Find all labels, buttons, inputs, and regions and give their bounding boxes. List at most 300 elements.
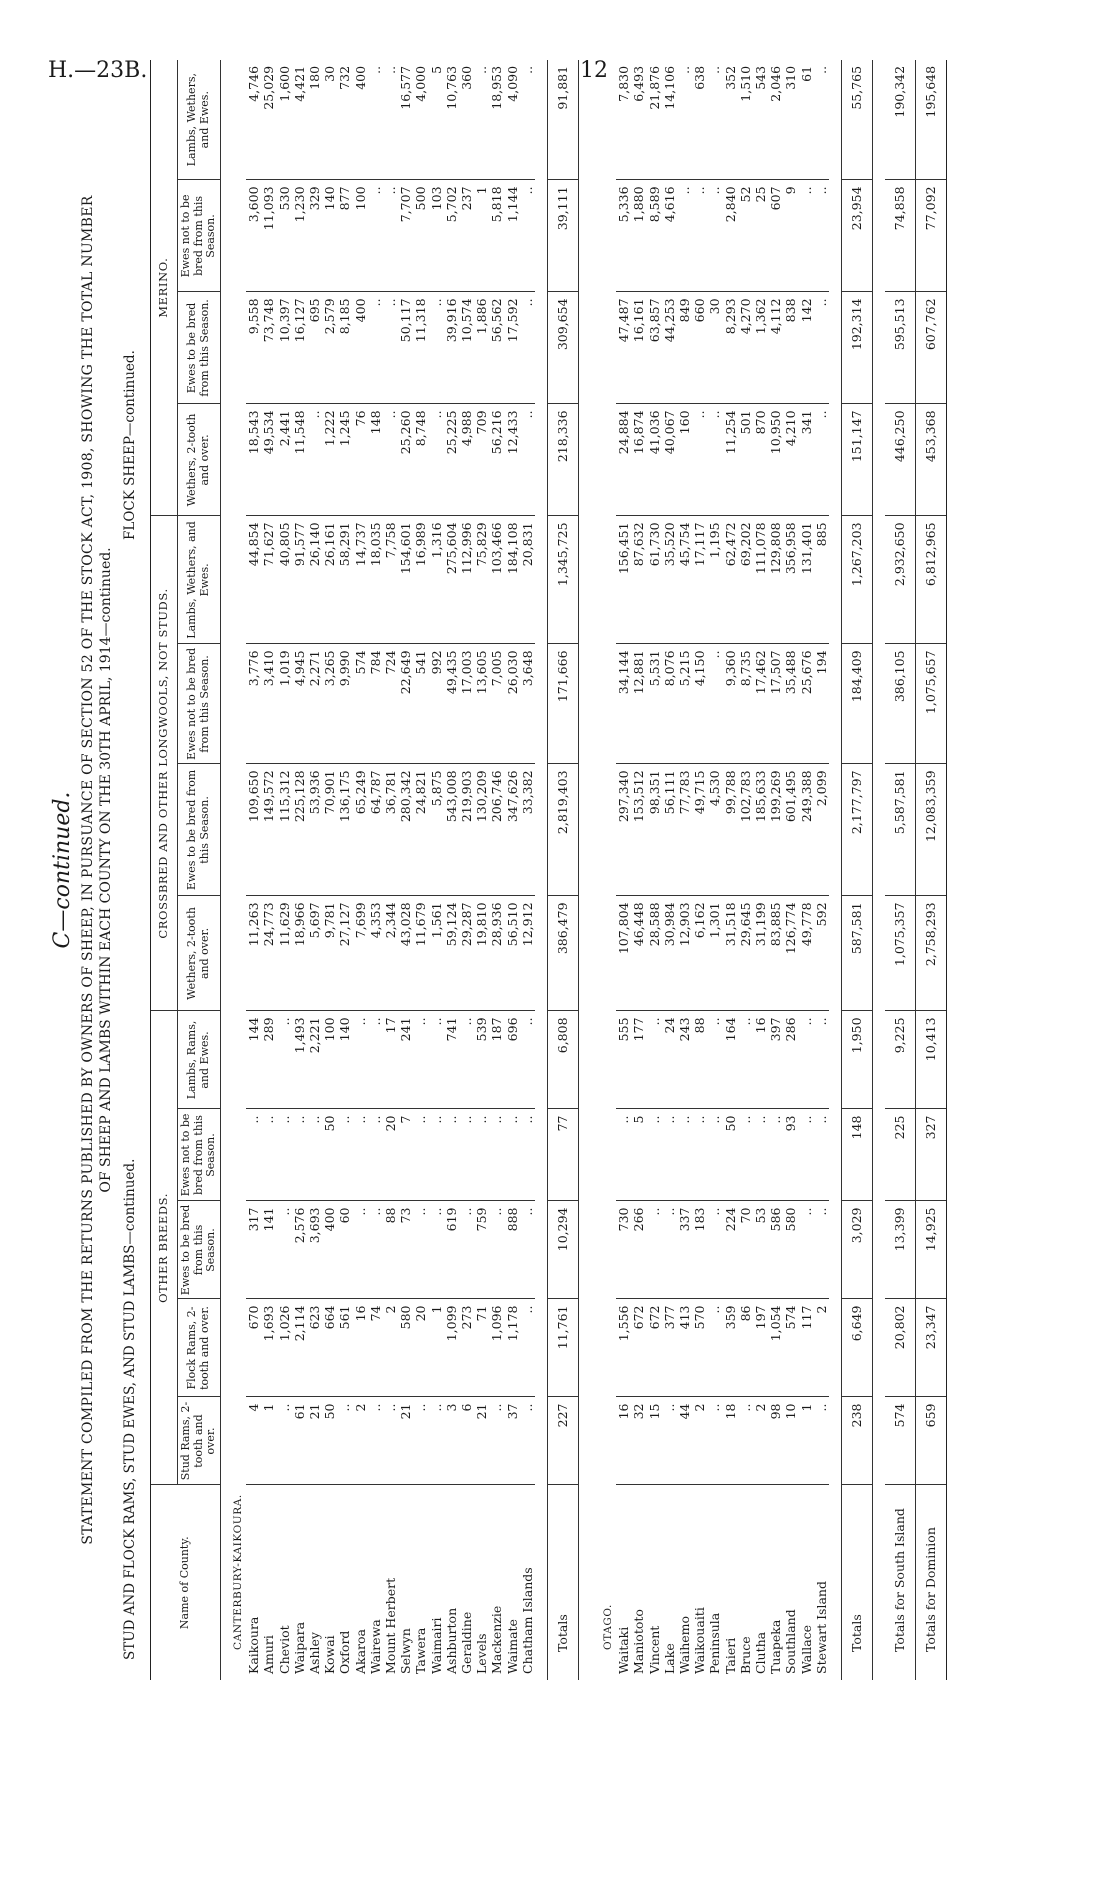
cell-value: 50 (322, 1397, 337, 1485)
cell-value: 2,271 (307, 644, 322, 764)
cell-value: 61,730 (647, 516, 662, 644)
cell-value: 249,388 (799, 764, 814, 896)
cell-value: .. (307, 1109, 322, 1201)
cell-value: 329 (307, 180, 322, 292)
cell-value: 23,347 (916, 1299, 947, 1397)
cell-value: 27,127 (337, 896, 352, 1011)
cell-value: 25,260 (398, 404, 413, 516)
cell-value: .. (368, 60, 383, 180)
cell-value: 413 (677, 1299, 692, 1397)
cell-value: 670 (246, 1299, 261, 1397)
cell-value: 885 (814, 516, 829, 644)
cell-value: .. (474, 60, 489, 180)
cell-value: 37 (505, 1397, 520, 1485)
cell-value: .. (353, 1201, 368, 1299)
cell-value: 140 (337, 1011, 352, 1109)
cell-value: 5,336 (616, 180, 631, 292)
cell-value: .. (707, 180, 722, 292)
cell-value: 11,679 (413, 896, 428, 1011)
cell-value: 595,513 (885, 292, 916, 404)
cell-value: 49,534 (261, 404, 276, 516)
cell-value: 195,648 (916, 60, 947, 180)
cell-value: 46,448 (631, 896, 646, 1011)
cell-value: .. (353, 1109, 368, 1201)
cell-value: 185,633 (753, 764, 768, 896)
cell-value: 20 (383, 1109, 398, 1201)
county-name: Kowai (322, 1635, 338, 1674)
cell-value: 2,221 (307, 1011, 322, 1109)
cell-value: .. (814, 1109, 829, 1201)
cell-value: 49,778 (799, 896, 814, 1011)
cell-value: 43,028 (398, 896, 413, 1011)
cell-value: 10,950 (768, 404, 783, 516)
cell-value: 759 (474, 1201, 489, 1299)
cell-value: .. (707, 1299, 722, 1397)
cell-value: 17,462 (753, 644, 768, 764)
spacer-row (829, 60, 842, 1680)
county-name: Mackenzie (489, 1605, 505, 1674)
cell-value: 9,990 (337, 644, 352, 764)
cell-value: 49,435 (444, 644, 459, 764)
cell-value: 11,093 (261, 180, 276, 292)
cell-value: 1 (474, 180, 489, 292)
cell-value: 30,984 (662, 896, 677, 1011)
cell-value: .. (799, 1109, 814, 1201)
cell-value: .. (814, 404, 829, 516)
cell-value: 17 (383, 1011, 398, 1109)
cell-value: 2 (353, 1397, 368, 1485)
cell-value: 1,950 (842, 1011, 873, 1109)
cell-value: 24,821 (413, 764, 428, 896)
cell-value: 60 (337, 1201, 352, 1299)
cell-value: 709 (474, 404, 489, 516)
cell-value: 98 (768, 1397, 783, 1485)
cell-value: 107,804 (616, 896, 631, 1011)
cell-value: 1,230 (292, 180, 307, 292)
cell-value: 8,185 (337, 292, 352, 404)
cell-value: 11,263 (246, 896, 261, 1011)
cell-value: 280,342 (398, 764, 413, 896)
cell-value: 177 (631, 1011, 646, 1109)
cell-value: .. (677, 180, 692, 292)
cell-value: 88 (383, 1201, 398, 1299)
cell-value: 10,397 (277, 292, 292, 404)
cell-value: 17,592 (505, 292, 520, 404)
cell-value: 8,735 (738, 644, 753, 764)
cell-value: 5 (631, 1109, 646, 1201)
cell-value: 8,748 (413, 404, 428, 516)
cell-value: 52 (738, 180, 753, 292)
sheep-returns-table (150, 60, 947, 1680)
cell-value: 41,036 (647, 404, 662, 516)
cell-value: .. (413, 1397, 428, 1485)
cell-value: 784 (368, 644, 383, 764)
cell-value: .. (662, 1397, 677, 1485)
cell-value: 397 (768, 1011, 783, 1109)
cell-value: 19,810 (474, 896, 489, 1011)
cell-value: 83,885 (768, 896, 783, 1011)
cell-value: 1,054 (768, 1299, 783, 1397)
cell-value: 13,605 (474, 644, 489, 764)
cell-value: 50,117 (398, 292, 413, 404)
cell-value: .. (277, 1201, 292, 1299)
cell-value: .. (353, 1011, 368, 1109)
cell-value: 327 (916, 1109, 947, 1201)
cell-value: 20,802 (885, 1299, 916, 1397)
cell-value: .. (707, 1109, 722, 1201)
cell-value: 580 (398, 1299, 413, 1397)
header-group-merino: MERINO. (151, 60, 178, 516)
table-row (337, 60, 352, 1680)
cell-value: .. (261, 1109, 276, 1201)
cell-value: 1,026 (277, 1299, 292, 1397)
cell-value: .. (753, 1109, 768, 1201)
cell-value: 574 (353, 644, 368, 764)
header-col: Lambs, Rams, and Ewes. (178, 1011, 221, 1109)
cell-value: 225,128 (292, 764, 307, 896)
cell-value: 151,147 (842, 404, 873, 516)
cell-value: 74,858 (885, 180, 916, 292)
cell-value: .. (814, 180, 829, 292)
cell-value: 297,340 (616, 764, 631, 896)
cell-value: .. (692, 404, 707, 516)
page-code: H.—23B. (48, 58, 148, 83)
cell-value: .. (814, 1201, 829, 1299)
cell-value: 619 (444, 1201, 459, 1299)
section-title: OTAGO. (601, 1604, 614, 1650)
cell-value: 16,874 (631, 404, 646, 516)
cell-value: 400 (353, 292, 368, 404)
header-col: Wethers, 2-tooth and over. (178, 404, 221, 516)
cell-value: 22,649 (398, 644, 413, 764)
cell-value: 17,117 (692, 516, 707, 644)
cell-value: .. (799, 1011, 814, 1109)
cell-value: 286 (783, 1011, 798, 1109)
cell-value: .. (337, 1109, 352, 1201)
cell-value: 12,433 (505, 404, 520, 516)
cell-value: 77,783 (677, 764, 692, 896)
cell-value: 184,108 (505, 516, 520, 644)
cell-value: 102,783 (738, 764, 753, 896)
cell-value: 190,342 (885, 60, 916, 180)
cell-value: .. (307, 404, 322, 516)
cell-value: 50 (322, 1109, 337, 1201)
table-row (383, 60, 398, 1680)
county-name: Mount Herbert (382, 1577, 398, 1674)
cell-value: 63,857 (647, 292, 662, 404)
cell-value: .. (368, 1109, 383, 1201)
table-row (783, 60, 798, 1680)
county-name: Tuapeka (768, 1619, 784, 1674)
cell-value: 8,076 (662, 644, 677, 764)
cell-value: 4,000 (413, 60, 428, 180)
cell-value: 3,410 (261, 644, 276, 764)
cell-value: 14,925 (916, 1201, 947, 1299)
cell-value: 555 (616, 1011, 631, 1109)
cell-value: 25,225 (444, 404, 459, 516)
cell-value: .. (520, 404, 535, 516)
cell-value: 607,762 (916, 292, 947, 404)
header-col: Ewes to be bred from this Season. (178, 764, 221, 896)
cell-value: 543 (753, 60, 768, 180)
cell-value: 28,936 (489, 896, 504, 1011)
county-name: Totals for Dominion (916, 1485, 947, 1680)
cell-value: 2,099 (814, 764, 829, 896)
cell-value: 99,788 (723, 764, 738, 896)
cell-value: 171,666 (547, 644, 578, 764)
totals-row (842, 60, 873, 1680)
cell-value: 12,912 (520, 896, 535, 1011)
cell-value: 40,805 (277, 516, 292, 644)
table-row (753, 60, 768, 1680)
cell-value: 70 (738, 1201, 753, 1299)
table-row (459, 60, 474, 1680)
cell-value: 62,472 (723, 516, 738, 644)
cell-value: 10,763 (444, 60, 459, 180)
header-col: Ewes not to be bred from this Season. (178, 180, 221, 292)
cell-value: 341 (799, 404, 814, 516)
cell-value: 36,781 (383, 764, 398, 896)
table-row (692, 60, 707, 1680)
county-name: Peninsula (707, 1612, 723, 1674)
continued-title: C—continued. (50, 791, 75, 949)
cell-value: 5,587,581 (885, 764, 916, 896)
table-row (261, 60, 276, 1680)
cell-value: 39,111 (547, 180, 578, 292)
cell-value: 238 (842, 1397, 873, 1485)
cell-value: 400 (353, 60, 368, 180)
cell-value: 148 (842, 1109, 873, 1201)
cell-value: 3,029 (842, 1201, 873, 1299)
cell-value: 31,518 (723, 896, 738, 1011)
county-name: Taieri (722, 1637, 738, 1674)
county-name: Chatham Islands (519, 1567, 535, 1674)
cell-value: 6,812,965 (916, 516, 947, 644)
cell-value: 21 (474, 1397, 489, 1485)
cell-value: 49,715 (692, 764, 707, 896)
cell-value: 16 (616, 1397, 631, 1485)
table-row (368, 60, 383, 1680)
cell-value: .. (383, 404, 398, 516)
cell-value: .. (505, 1109, 520, 1201)
cell-value: 6,162 (692, 896, 707, 1011)
table-row (631, 60, 646, 1680)
cell-value: 539 (474, 1011, 489, 1109)
cell-value: .. (647, 1109, 662, 1201)
cell-value: 3,600 (246, 180, 261, 292)
cell-value: 156,451 (616, 516, 631, 644)
page-number: 12 (580, 58, 608, 83)
cell-value: 20 (413, 1299, 428, 1397)
cell-value: 224 (723, 1201, 738, 1299)
cell-value: 18,966 (292, 896, 307, 1011)
cell-value: 56,562 (489, 292, 504, 404)
cell-value: 696 (505, 1011, 520, 1109)
cell-value: 7,005 (489, 644, 504, 764)
cell-value: .. (814, 60, 829, 180)
cell-value: 3,648 (520, 644, 535, 764)
cell-value: 7,699 (353, 896, 368, 1011)
cell-value: 77 (547, 1109, 578, 1201)
cell-value: .. (444, 1109, 459, 1201)
cell-value: .. (429, 1201, 444, 1299)
cell-value: 543,008 (444, 764, 459, 896)
cell-value: 4,530 (707, 764, 722, 896)
cell-value: 21 (398, 1397, 413, 1485)
cell-value: .. (692, 1109, 707, 1201)
cell-value: .. (277, 1109, 292, 1201)
header-col: Ewes to be bred from this Season. (178, 292, 221, 404)
cell-value: 18 (723, 1397, 738, 1485)
county-name: Waipara (291, 1621, 307, 1674)
cell-value: 664 (322, 1299, 337, 1397)
cell-value: 192,314 (842, 292, 873, 404)
cell-value: 100 (322, 1011, 337, 1109)
cell-value: .. (368, 1201, 383, 1299)
cell-value: .. (429, 1109, 444, 1201)
statement-title-line2: OF SHEEP AND LAMBS WITHIN EACH COUNTY ON THE 30TH APRIL, 1914—continued. (98, 547, 114, 1193)
table-row (738, 60, 753, 1680)
cell-value: 206,746 (489, 764, 504, 896)
cell-value: .. (429, 1397, 444, 1485)
cell-value: 310 (783, 60, 798, 180)
header-col: Lambs, Wethers, and Ewes. (178, 516, 221, 644)
county-name: Waimairi (428, 1617, 444, 1674)
cell-value: 126,774 (783, 896, 798, 1011)
cell-value: 21,876 (647, 60, 662, 180)
cell-value: 659 (916, 1397, 947, 1485)
cell-value: 5,215 (677, 644, 692, 764)
cell-value: 359 (723, 1299, 738, 1397)
cell-value: 2,758,293 (916, 896, 947, 1011)
cell-value: 8,293 (723, 292, 738, 404)
cell-value: 377 (662, 1299, 677, 1397)
cell-value: 115,312 (277, 764, 292, 896)
county-name: Maniototo (631, 1609, 647, 1674)
cell-value: .. (292, 1109, 307, 1201)
county-name: Stewart Island (813, 1581, 829, 1674)
cell-value: 16,161 (631, 292, 646, 404)
cell-value: 70,901 (322, 764, 337, 896)
cell-value: 24,773 (261, 896, 276, 1011)
cell-value: 71,627 (261, 516, 276, 644)
cell-value: 3,693 (307, 1201, 322, 1299)
cell-value: 672 (631, 1299, 646, 1397)
cell-value: 194 (814, 644, 829, 764)
cell-value: 6,493 (631, 60, 646, 180)
cell-value: 501 (738, 404, 753, 516)
county-name: Wallace (798, 1624, 814, 1674)
cell-value: .. (459, 1109, 474, 1201)
cell-value: 386,105 (885, 644, 916, 764)
spacer-cell (873, 60, 886, 1680)
cell-value: .. (520, 60, 535, 180)
cell-value: 1,245 (337, 404, 352, 516)
cell-value: 93 (783, 1109, 798, 1201)
county-name: Vincent (646, 1625, 662, 1674)
cell-value: 732 (337, 60, 352, 180)
cell-value: 7,707 (398, 180, 413, 292)
cell-value: 5,531 (647, 644, 662, 764)
cell-value: 153,512 (631, 764, 646, 896)
spacer-row (578, 60, 591, 1680)
cell-value: 3 (444, 1397, 459, 1485)
table-row (489, 60, 504, 1680)
cell-value: 55,765 (842, 60, 873, 180)
cell-value: 76 (353, 404, 368, 516)
cell-value: 56,510 (505, 896, 520, 1011)
cell-value: 570 (692, 1299, 707, 1397)
cell-value: 574 (885, 1397, 916, 1485)
cell-value: 9 (783, 180, 798, 292)
cell-value: .. (368, 292, 383, 404)
spacer-cell (578, 60, 591, 1680)
cell-value: 587,581 (842, 896, 873, 1011)
cell-value: 4,746 (246, 60, 261, 180)
cell-value: 75,829 (474, 516, 489, 644)
cell-value: 74 (368, 1299, 383, 1397)
section-heading-row (591, 60, 616, 1680)
cell-value: 56,111 (662, 764, 677, 896)
table-row (322, 60, 337, 1680)
cell-value: 14,106 (662, 60, 677, 180)
cell-value: 148 (368, 404, 383, 516)
table-row (307, 60, 322, 1680)
cell-value: 672 (647, 1299, 662, 1397)
cell-value: 140 (322, 180, 337, 292)
cell-value: 1,316 (429, 516, 444, 644)
cell-value: 225 (885, 1109, 916, 1201)
cell-value: 136,175 (337, 764, 352, 896)
header-group-other: OTHER BREEDS. (151, 1011, 178, 1485)
cell-value: 61 (292, 1397, 307, 1485)
cell-value: 4,421 (292, 60, 307, 180)
cell-value: 1,510 (738, 60, 753, 180)
cell-value: 400 (322, 1201, 337, 1299)
cell-value: 347,626 (505, 764, 520, 896)
cell-value: 187 (489, 1011, 504, 1109)
cell-value: 237 (459, 180, 474, 292)
county-name: Ashley (306, 1632, 322, 1674)
county-name: Totals for South Island (885, 1485, 916, 1680)
cell-value: 289 (261, 1011, 276, 1109)
cell-value: 1,222 (322, 404, 337, 516)
cell-value: 3,776 (246, 644, 261, 764)
cell-value: 730 (616, 1201, 631, 1299)
header-col: Stud Rams, 2-tooth and over. (178, 1397, 221, 1485)
cell-value: .. (647, 1011, 662, 1109)
cell-value: 7 (398, 1109, 413, 1201)
cell-value: 1,096 (489, 1299, 504, 1397)
grand-total-row (885, 60, 916, 1680)
cell-value: 24,884 (616, 404, 631, 516)
cell-value: 2,932,650 (885, 516, 916, 644)
cell-value: 10,574 (459, 292, 474, 404)
cell-value: 4,353 (368, 896, 383, 1011)
cell-value: 4,945 (292, 644, 307, 764)
cell-value: 1,886 (474, 292, 489, 404)
cell-value: 11,254 (723, 404, 738, 516)
county-name: Akaroa (352, 1628, 368, 1674)
cell-value: 39,916 (444, 292, 459, 404)
totals-row (547, 60, 578, 1680)
cell-value: 386,479 (547, 896, 578, 1011)
cell-value: 1,561 (429, 896, 444, 1011)
cell-value: 849 (677, 292, 692, 404)
county-name: Southland (783, 1609, 799, 1674)
cell-value: 623 (307, 1299, 322, 1397)
cell-value: 130,209 (474, 764, 489, 896)
